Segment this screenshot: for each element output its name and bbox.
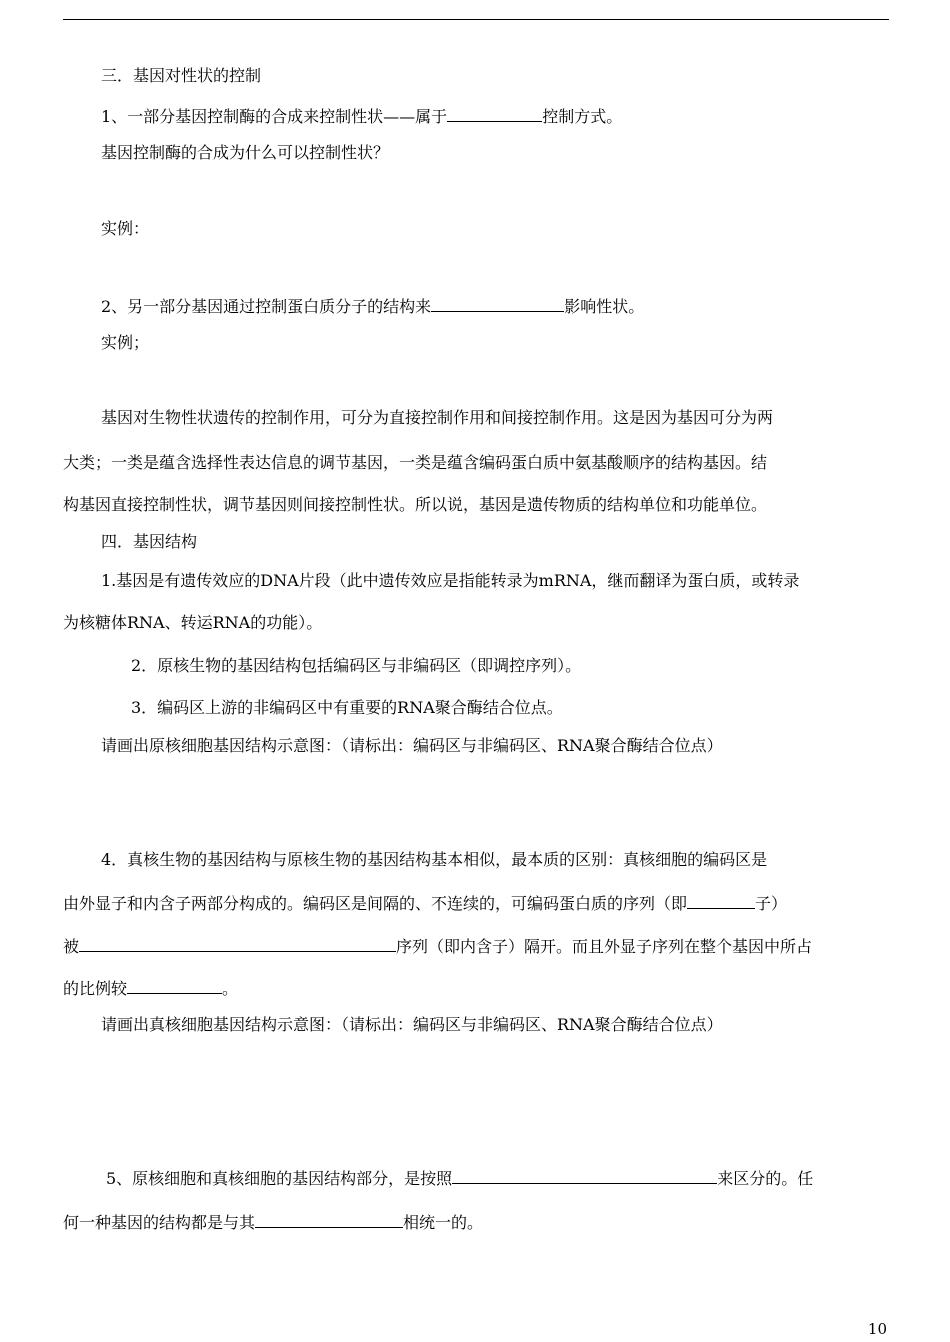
item-4-line-3 (63, 934, 889, 956)
drawing-prompt-prokaryote: 请画出原核细胞基因结构示意图：（请标出：编码区与非编码区、RNA聚合酶结合位点） (101, 736, 723, 755)
header-rule (63, 19, 889, 20)
question-1 (63, 104, 927, 126)
item-1-line-2: 为核糖体RNA、转运RNA的功能）。 (63, 613, 323, 632)
item-3: 3．编码区上游的非编码区中有重要的RNA聚合酶结合位点。 (131, 698, 563, 717)
paragraph-line-2: 大类；一类是蕴含选择性表达信息的调节基因，一类是蕴含编码蛋白质中氨基酸顺序的结构基因。结 (63, 453, 768, 472)
question-1-text: 1、一部分基因控制酶的合成来控制性状——属于 (101, 107, 448, 126)
answer-blank-1[interactable] (447, 104, 542, 122)
answer-blank-4[interactable] (79, 934, 396, 952)
item-4-line-3-text: 被 (63, 937, 80, 956)
answer-blank-5[interactable] (127, 976, 222, 994)
answer-blank-7[interactable] (255, 1210, 403, 1228)
page-number: 10 (867, 1320, 887, 1338)
example-label-1: 实例： (101, 219, 150, 238)
section-heading-4: 四．基因结构 (101, 532, 198, 551)
item-5-line-2-text: 何一种基因的结构都是与其 (63, 1213, 256, 1232)
item-5-line-2 (63, 1210, 889, 1232)
item-4-line-4 (63, 976, 889, 998)
answer-blank-2[interactable] (431, 294, 564, 312)
item-5-line-1-text: 5、原核细胞和真核细胞的基因结构部分，是按照 (106, 1169, 453, 1188)
question-2-tail: 影响性状。 (564, 297, 645, 316)
answer-blank-3[interactable] (687, 891, 755, 909)
section-heading-3: 三．基因对性状的控制 (101, 66, 262, 85)
question-2 (63, 294, 927, 316)
question-1-tail: 控制方式。 (542, 107, 623, 126)
item-4-line-1: 4．真核生物的基因结构与原核生物的基因结构基本相似，最本质的区别：真核细胞的编码区是 (101, 850, 768, 869)
item-4-line-4-tail: 。 (222, 979, 239, 998)
item-4-line-4-text: 的比例较 (63, 979, 128, 998)
item-1-line-1: 1.基因是有遗传效应的DNA片段（此中遗传效应是指能转录为mRNA，继而翻译为蛋白质，或转录 (101, 571, 800, 590)
question-2-text: 2、另一部分基因通过控制蛋白质分子的结构来 (101, 297, 432, 316)
drawing-prompt-eukaryote: 请画出真核细胞基因结构示意图：（请标出：编码区与非编码区、RNA聚合酶结合位点） (101, 1015, 723, 1034)
item-4-line-2-text: 由外显子和内含子两部分构成的。编码区是间隔的、不连续的，可编码蛋白质的序列（即 (63, 894, 688, 913)
item-5-line-1-tail: 来区分的。任 (717, 1169, 814, 1188)
paragraph-line-3: 构基因直接控制性状，调节基因则间接控制性状。所以说，基因是遗传物质的结构单位和功能单位。 (63, 495, 768, 514)
example-label-2: 实例； (101, 333, 150, 352)
question-1-followup: 基因控制酶的合成为什么可以控制性状？ (101, 143, 390, 162)
paragraph-line-1: 基因对生物性状遗传的控制作用，可分为直接控制作用和间接控制作用。这是因为基因可分为两 (101, 408, 774, 427)
item-5-line-2-tail: 相统一的。 (403, 1213, 484, 1232)
item-5-line-1 (63, 1166, 932, 1188)
item-4-line-3-tail: 序列（即内含子）隔开。而且外显子序列在整个基因中所占 (396, 937, 813, 956)
item-2: 2．原核生物的基因结构包括编码区与非编码区（即调控序列）。 (131, 656, 582, 675)
item-4-line-2-tail: 子） (755, 894, 788, 913)
item-4-line-2 (63, 891, 889, 913)
answer-blank-6[interactable] (452, 1166, 717, 1184)
